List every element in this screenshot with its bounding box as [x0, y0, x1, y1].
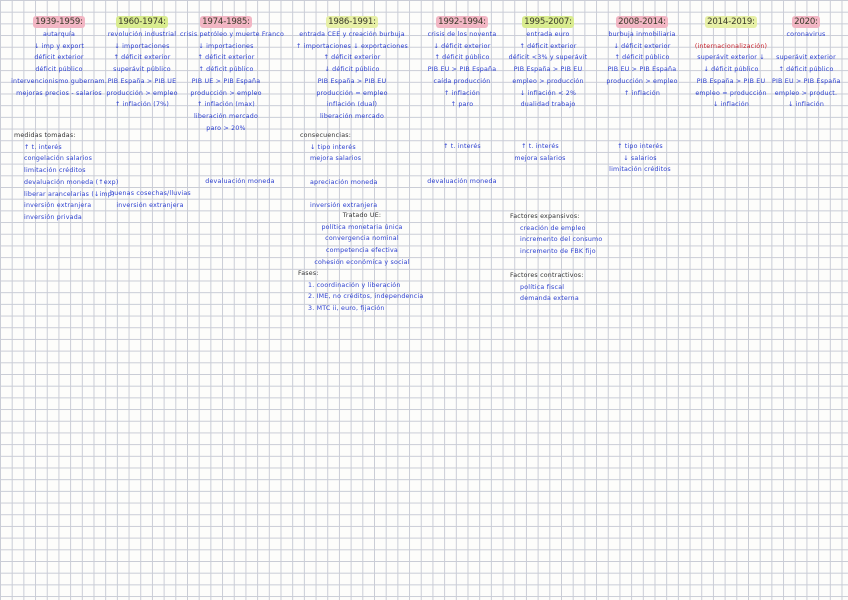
- list-item: inflación (dual): [326, 101, 378, 109]
- list-item: caída producción: [433, 77, 491, 85]
- note-block-title: Fases:: [298, 270, 319, 277]
- list-item: autarquía: [42, 31, 76, 38]
- note-block-p2-extra: [110, 188, 190, 211]
- list-item: crisis petróleo y muerte Franco: [180, 31, 285, 38]
- list-item: PIB UE > PIB España: [191, 77, 261, 85]
- note-list: [14, 142, 119, 224]
- list-item: competencia efectiva: [326, 247, 398, 255]
- list-item: ↓ salarios: [623, 154, 657, 162]
- period-list: [290, 29, 414, 123]
- list-item: 2. IME, no créditos, independencia: [308, 293, 424, 301]
- list-item: ↑ déficit público: [434, 54, 490, 62]
- list-item: incremento del consumo: [520, 236, 603, 244]
- list-item: ↑ déficit exterior: [323, 54, 381, 62]
- period-header: 1992-1994:: [438, 17, 486, 27]
- note-block-title: medidas tomadas:: [14, 132, 76, 139]
- period-column: [772, 9, 840, 111]
- list-item: producción > empleo: [190, 89, 262, 97]
- list-item: devaluación moneda (↑exp): [24, 178, 119, 186]
- period-header: 1960-1974:: [118, 17, 166, 27]
- list-item: ↑ t. interés: [443, 143, 481, 150]
- list-item: congelación salarios: [24, 155, 93, 163]
- list-item: PIB EU > PIB España: [427, 66, 497, 74]
- list-item: ↑ tipo interés: [617, 143, 663, 150]
- list-item: ↓ tipo interés: [310, 143, 356, 151]
- list-item: limitación créditos: [609, 166, 671, 174]
- list-item: empleo = producción: [695, 89, 767, 97]
- list-item: entrada CEE y creación burbuja: [299, 31, 405, 38]
- list-item: superávit público: [113, 66, 171, 74]
- note-list: [500, 141, 580, 164]
- note-list: [298, 280, 438, 315]
- note-list: [110, 188, 190, 211]
- list-item: ↑ t. interés: [24, 143, 62, 151]
- list-item: ↑ déficit público: [614, 54, 670, 62]
- list-item: [772, 41, 840, 53]
- list-item: ↑ importaciones ↓ exportaciones: [295, 42, 409, 50]
- list-item: producción > empleo: [106, 89, 178, 97]
- period-list: [690, 29, 772, 111]
- list-item: empleo > product.: [774, 89, 838, 97]
- note-block-title: Factores expansivos:: [510, 213, 580, 220]
- list-item: inversión extranjera: [310, 202, 378, 210]
- list-item: empleo > producción: [512, 77, 584, 85]
- list-item: ↑ inflación: [443, 89, 481, 97]
- note-list: [300, 142, 420, 212]
- list-item: ↑ déficit público: [778, 66, 834, 74]
- list-item: [690, 29, 772, 41]
- list-item: [422, 164, 502, 176]
- period-list: [422, 29, 502, 111]
- list-item: ↓ inflación: [787, 101, 825, 109]
- list-item: déficit exterior: [34, 54, 84, 62]
- period-header: 1995-2007:: [524, 17, 572, 27]
- list-item: superávit exterior: [776, 54, 836, 62]
- list-item: ↓ inflación: [712, 101, 750, 109]
- list-item: PIB España > PIB EU: [513, 66, 583, 74]
- period-column: [502, 9, 594, 111]
- note-block-p5-extra: [422, 141, 502, 188]
- list-item: ↑ t. interés: [521, 143, 559, 150]
- note-list: [422, 141, 502, 188]
- note-list: [510, 223, 602, 258]
- period-column: [102, 9, 182, 111]
- list-item: [300, 189, 420, 201]
- list-item: (internacionalización): [694, 42, 768, 50]
- note-list: [298, 222, 426, 269]
- list-item: inversión extranjera: [116, 201, 184, 209]
- list-item: cohesión económica y social: [314, 258, 410, 266]
- note-block-p6-extra: [500, 141, 580, 164]
- list-item: mejora salarios: [310, 155, 362, 163]
- period-header: 2014-2019:: [707, 17, 755, 27]
- note-block-p7-extra: [594, 141, 686, 176]
- list-item: ↓ déficit público: [324, 66, 380, 74]
- period-list: [0, 29, 118, 99]
- note-list: [510, 282, 602, 305]
- list-item: apreciación moneda: [310, 178, 378, 186]
- list-item: ↓ imp y export: [33, 42, 85, 50]
- list-item: buenas cosechas/lluvias: [110, 190, 191, 197]
- note-block-factores-exp: [510, 211, 602, 258]
- period-list: [596, 29, 688, 99]
- list-item: ↑ inflación (max): [197, 101, 255, 109]
- note-block-medidas: [14, 130, 119, 224]
- note-list: [194, 176, 286, 188]
- note-block-p3-extra: [194, 176, 286, 188]
- period-column: [290, 9, 414, 123]
- list-item: ↑ inflación: [623, 89, 661, 97]
- list-item: ↓ déficit exterior: [433, 42, 491, 50]
- list-item: devaluación moneda: [205, 178, 275, 185]
- list-item: producción > empleo: [606, 77, 678, 85]
- list-item: coronavirus: [786, 31, 826, 38]
- note-list: [594, 141, 686, 176]
- list-item: PIB España > PIB UE: [107, 77, 177, 85]
- period-list: [502, 29, 594, 111]
- list-item: dualidad trabajo: [520, 101, 576, 109]
- period-column: [0, 9, 118, 99]
- list-item: incremento de FBK fijo: [520, 248, 596, 256]
- list-item: paro > 20%: [206, 124, 246, 132]
- period-header: 2020:: [794, 17, 818, 27]
- list-item: liberación mercado: [319, 112, 385, 120]
- list-item: ↑ paro: [450, 101, 474, 109]
- list-item: ↓ déficit público: [703, 66, 759, 74]
- period-column: [422, 9, 502, 111]
- list-item: superávit exterior ↓: [697, 54, 765, 62]
- list-item: entrada euro: [526, 31, 570, 38]
- list-item: convergencia nominal: [325, 235, 399, 243]
- list-item: ↓ déficit exterior: [613, 42, 671, 50]
- list-item: ↓ importaciones: [198, 42, 254, 50]
- period-column: [180, 9, 285, 134]
- list-item: déficit público: [35, 66, 83, 74]
- period-list: [772, 29, 840, 111]
- note-block-fases: [298, 268, 438, 315]
- list-item: inversión privada: [24, 213, 82, 221]
- period-header: 2008-2014:: [618, 17, 666, 27]
- note-block-factores-cont: [510, 270, 602, 305]
- period-list: [102, 29, 182, 111]
- list-item: revolución industrial: [107, 31, 177, 38]
- list-item: limitación créditos: [24, 167, 86, 175]
- list-item: déficit <3% y superávit: [508, 54, 588, 62]
- list-item: PIB EU > PIB España: [607, 66, 677, 74]
- list-item: ↑ déficit exterior: [113, 54, 171, 62]
- list-item: demanda externa: [520, 295, 579, 303]
- period-header: 1939-1959:: [35, 17, 83, 27]
- period-column: [596, 9, 688, 99]
- list-item: ↑ déficit exterior: [519, 42, 577, 50]
- note-block-title: consecuencias:: [300, 132, 352, 139]
- list-item: intervencionismo gubernam.: [11, 77, 107, 85]
- list-item: inversión extranjera: [24, 202, 92, 210]
- list-item: liberar arancelarias (↓imp): [24, 190, 115, 198]
- list-item: ↑ inflación (7%): [114, 101, 169, 109]
- list-item: [422, 153, 502, 165]
- list-item: 3. MTC ii, euro, fijación: [308, 305, 385, 313]
- list-item: PIB España > PIB EU: [317, 77, 387, 85]
- list-item: política monetaria única: [321, 223, 403, 231]
- list-item: creación de empleo: [520, 224, 586, 232]
- list-item: burbuja inmobiliaria: [608, 31, 676, 38]
- note-block-tratado: [298, 210, 426, 269]
- note-block-consecuencias: [300, 130, 420, 212]
- list-item: PIB España > PIB EU: [696, 77, 766, 85]
- list-item: liberación mercado: [193, 112, 259, 120]
- list-item: crisis de los noventa: [427, 31, 497, 38]
- period-list: [180, 29, 285, 134]
- list-item: ↓ inflación < 2%: [519, 89, 577, 97]
- list-item: 1. coordinación y liberación: [308, 281, 401, 289]
- note-block-title: Tratado UE:: [342, 212, 382, 219]
- list-item: [300, 165, 420, 177]
- list-item: producción = empleo: [316, 89, 388, 97]
- period-header: 1986-1991:: [328, 17, 376, 27]
- list-item: mejoras precios - salarios: [16, 89, 102, 97]
- list-item: ↓ importaciones: [114, 42, 170, 50]
- list-item: PIB EU > PIB España: [772, 77, 841, 85]
- list-item: ↑ déficit público: [198, 66, 254, 74]
- list-item: ↑ déficit exterior: [197, 54, 255, 62]
- period-header: 1974-1985:: [202, 17, 250, 27]
- list-item: mejora salarios: [514, 154, 566, 162]
- list-item: devaluación moneda: [427, 178, 497, 186]
- list-item: política fiscal: [520, 283, 565, 291]
- note-block-title: Factores contractivos:: [510, 272, 584, 279]
- period-column: [690, 9, 772, 111]
